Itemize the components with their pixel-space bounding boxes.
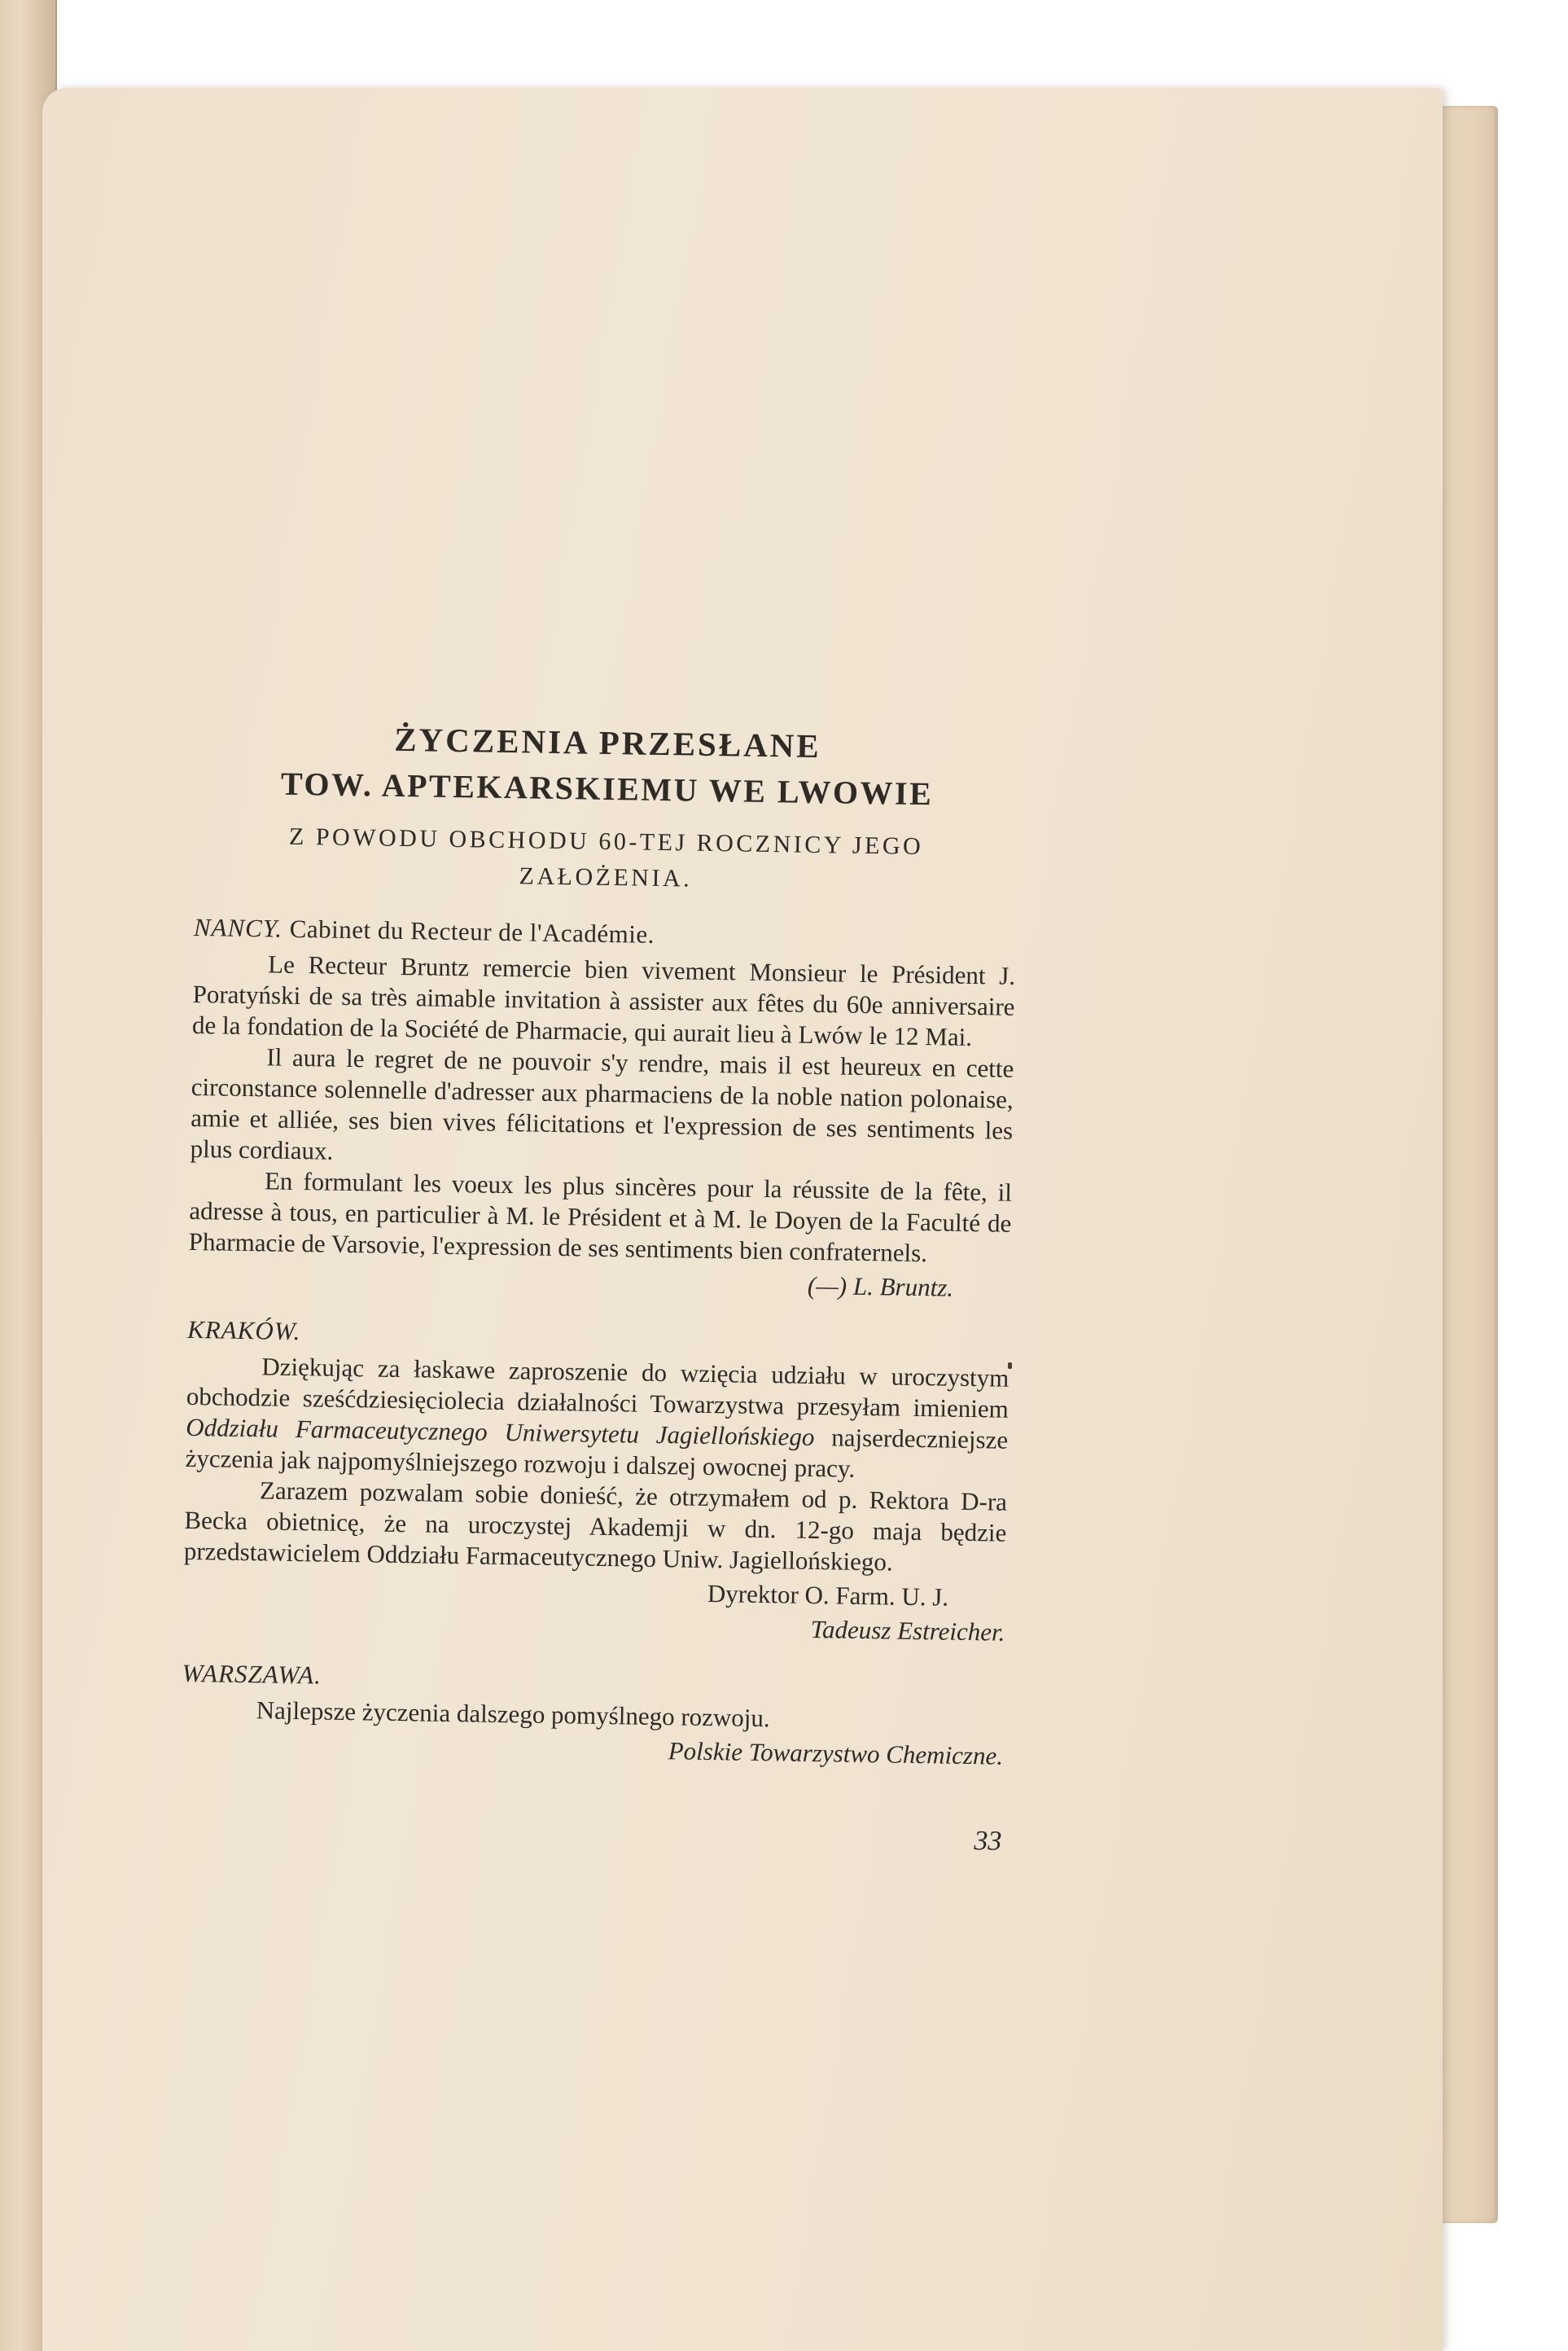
section-place-nancy: NANCY. bbox=[193, 912, 283, 943]
left-page-ink-marks bbox=[2, 220, 21, 774]
krakow-paragraph-1 bbox=[185, 1350, 1009, 1487]
section-heading-tail-nancy: Cabinet du Recteur de l'Académie. bbox=[289, 914, 655, 949]
krakow-paragraph-1-italic: Oddziału Farmaceutycznego Uniwersytetu Jagiellońskiego bbox=[185, 1412, 815, 1452]
krakow-signature-name: Tadeusz Estreicher. bbox=[810, 1614, 1005, 1647]
krakow-signature-title-text: Dyrektor O. Farm. U. J. bbox=[707, 1578, 949, 1612]
warszawa-signature: Polskie Towarzystwo Chemiczne. bbox=[668, 1736, 1004, 1770]
section-place-krakow: KRAKÓW. bbox=[186, 1314, 301, 1346]
section-place-warszawa: WARSZAWA. bbox=[182, 1658, 322, 1690]
nancy-paragraph-3: En formulant les voeux les plus sincères pour la réussite de la fête, il adresse à tous, en particulier à M. le Président et à M. le Doyen de la Faculté de Pharmacie de Varsovie, l'expression de ses sentiments bien confraternels. bbox=[188, 1166, 1013, 1268]
subtitle: Z POWODU OBCHODU 60-TEJ ROCZNICY JEGO ZAŁOŻENIA. bbox=[288, 822, 924, 893]
warszawa-paragraph: Najlepsze życzenia dalszego pomyślnego rozwoju. bbox=[256, 1695, 770, 1733]
title-line-2: TOW. APTEKARSKIEMU WE LWOWIE bbox=[280, 765, 934, 813]
title-line-1: ŻYCZENIA PRZESŁANE bbox=[393, 720, 822, 765]
krakow-paragraph-1-start: Dziękując za łaskawe zaproszenie do wzięcia udziału w uroczystym obchodzie sześćdziesięciolecia działalności Towarzystwa przesyłam imieniem bbox=[186, 1352, 1010, 1423]
krakow-paragraph-2: Zarazem pozwalam sobie donieść, że otrzymałem od p. Rektora D-ra Becka obietnicę, że na uroczystej Akademji w dn. 12-go maja będzie przedstawicielem Oddziału Farmaceutycznego Uniw. Jagiellońskiego. bbox=[183, 1476, 1008, 1577]
nancy-paragraph-2: Il aura le regret de ne pouvoir s'y rendre, mais il est heureux en cette circonstance solennelle d'adresser aux pharmaciens de la noble nation polonaise, amie et alliée, ses bien vives félicitations et l'expression de ses sentiments les plus cordiaux. bbox=[190, 1042, 1014, 1165]
nancy-paragraph-1: Le Recteur Bruntz remercie bien vivement Monsieur le Président J. Poratyński de sa très aimable invitation à assister aux fêtes du 60e anniversaire de la fondation de la Société de Pharmacie, qui aurait lieu à Lwów le 12 Mai. bbox=[191, 950, 1016, 1051]
nancy-signature-text: (—) L. Bruntz. bbox=[807, 1270, 954, 1302]
krakow-paragraph-1-end: najserdeczniejsze życzenia jak najpomyślniejszego rozwoju i dalszej owocnej pracy. bbox=[185, 1423, 1009, 1483]
page-text bbox=[179, 715, 1019, 1858]
page-number: 33 bbox=[974, 1826, 1002, 1857]
book-page bbox=[42, 88, 1443, 2351]
